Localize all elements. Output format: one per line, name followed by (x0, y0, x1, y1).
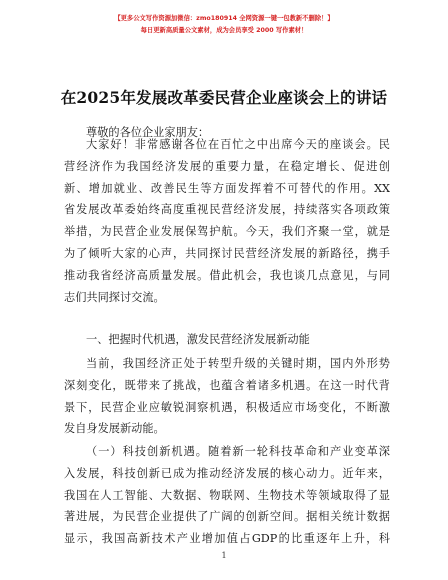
text-line: 推动我省经济高质量发展。借此机会，我也谈几点意见，与同 (64, 268, 390, 282)
text-line: 发自身发展新动能。 (64, 422, 165, 436)
text-line: 著进展，为民营企业提供了广阔的创新空间。据相关统计数据 (64, 510, 390, 524)
text-line: 营经济作为我国经济发展的重要力量，在稳定增长、促进创 (64, 159, 390, 173)
text-line: 我国在人工智能、大数据、物联网、生物技术等领域取得了显 (64, 488, 390, 502)
text-line: 为了倾听大家的心声，共同探讨民营经济发展的新路径，携手 (64, 246, 390, 260)
text-line: 当前，我国经济正处于转型升级的关键时期，国内外形势 (86, 357, 390, 370)
text-line: 景下，民营企业应敏锐洞察机遇，积极适应市场变化，不断激 (64, 400, 390, 414)
paragraph-context (64, 353, 390, 440)
text-line: 志们共同探讨交流。 (64, 290, 165, 304)
paragraph-intro (64, 134, 390, 308)
salutation: 尊敬的各位企业家朋友： (86, 126, 210, 139)
promo-banner-line2: 每日更新高质量公文素材，成为会员享受 2000 写作素材！ (140, 27, 308, 34)
section-heading-1: 一、把握时代机遇，激发民营经济发展新动能 (86, 333, 310, 346)
paragraph-tech-innovation (64, 441, 390, 550)
text-line: 省发展改革委始终高度重视民营经济发展，持续落实各项政策 (64, 203, 390, 217)
text-line: 新、增加就业、改善民生等方面发挥着不可替代的作用。XX (64, 181, 390, 195)
text-line: 大家好！非常感谢各位在百忙之中出席今天的座谈会。民 (86, 138, 390, 151)
page-number: 1 (221, 551, 227, 560)
text-line: （一）科技创新机遇。随着新一轮科技革命和产业变革深 (86, 445, 390, 458)
document-title: 在2025年发展改革委民营企业座谈会上的讲话 (60, 88, 388, 107)
text-line: 显示，我国高新技术产业增加值占GDP的比重逐年上升，科 (64, 532, 390, 546)
text-line: 举措，为民营企业发展保驾护航。今天，我们齐聚一堂，就是 (64, 225, 390, 239)
text-line: 入发展，科技创新已成为推动经济发展的核心动力。近年来， (64, 466, 390, 480)
text-line: 深刻变化，既带来了挑战，也蕴含着诸多机遇。在这一时代背 (64, 378, 390, 392)
promo-banner-line1: 【更多公文写作资源加微信：zmo180914 全网资源一键一包教新不删除！】 (114, 15, 334, 22)
